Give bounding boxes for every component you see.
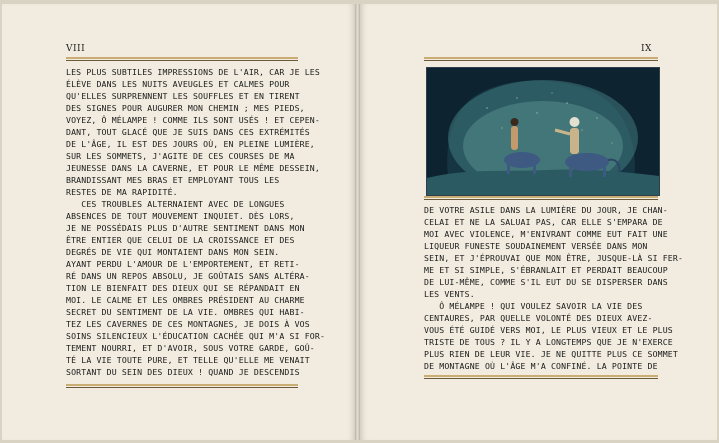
text-line: TEMENT NOURRI, ET D'AVOIR, SOUS VOTRE GARDE, GOÛ- — [66, 343, 315, 353]
left-folio: VIII — [66, 44, 86, 54]
text-line: MOI. LE CALME ET LES OMBRES PRÉSIDENT AU CHARME — [66, 295, 305, 305]
text-line: DEGRÉS DE VIE QUI MONTAIENT DANS MON SEIN. — [66, 247, 280, 257]
text-line: BRANDISSANT MES BRAS ET EMPLOYANT TOUS LES — [66, 175, 280, 185]
text-line: RÉ DANS UN REPOS ABSOLU, JE GOÛTAIS SANS ALTÉRA- — [66, 271, 310, 281]
text-line: CENTAURES, PAR QUELLE VOLONTÉ DES DIEUX AVEZ- — [424, 313, 653, 323]
right-page — [360, 4, 717, 440]
text-line: TEZ LES CAVERNES DE CES MONTAGNES, JE DOIS À VOS — [66, 319, 310, 329]
text-line: ABSENCES DE TOUT MOUVEMENT INQUIET. DÈS LORS, — [66, 211, 295, 221]
text-line: MOI AVEC VIOLENCE, M'ENIVRANT COMME EUT FAIT UNE — [424, 229, 668, 239]
text-line: TION LE BIENFAIT DES DIEUX QUI SE RÉPANDAIT EN — [66, 283, 300, 293]
text-line: TÉ LA VIE TOUTE PURE, ET TELLE QU'ELLE ME VENAIT — [66, 355, 310, 365]
text-line: VOUS ÉTÉ GUIDÉ VERS MOI, LE PLUS VIEUX ET LE PLUS — [424, 325, 673, 335]
text-line: SECRET DU SENTIMENT DE LA VIE. OMBRES QUI HABI- — [66, 307, 305, 317]
right-bottom-rule — [424, 375, 658, 379]
left-bottom-rule — [66, 384, 298, 388]
text-line: DANT, TOUT GLACÉ QUE JE SUIS DANS CES EXTRÉMITÉS — [66, 127, 310, 137]
right-text-block — [424, 204, 683, 372]
centaurs-in-cave-illustration — [426, 67, 660, 196]
text-line: LES VENTS. — [424, 289, 475, 299]
text-line: Ô MÉLAMPE ! QUI VOULEZ SAVOIR LA VIE DES — [424, 301, 643, 311]
text-line: AYANT PERDU L'AMOUR DE L'EMPORTEMENT, ET RETI- — [66, 259, 300, 269]
text-line: DE LUI-MÊME, COMME S'IL EUT DU SE DISPERSER DANS — [424, 277, 668, 287]
text-line: DE VOTRE ASILE DANS LA LUMIÈRE DU JOUR, JE CHAN- — [424, 205, 668, 215]
text-line: JEUNESSE DANS LA CAVERNE, ET POUR LE MÊME DESSEIN, — [66, 163, 320, 173]
text-line: ME ET SI SIMPLE, S'ÉBRANLAIT ET PERDAIT BEAUCOUP — [424, 265, 668, 275]
text-line: JE NE POSSÉDAIS PLUS D'AUTRE SENTIMENT DANS MON — [66, 223, 305, 233]
text-line: DES SIGNES POUR AUGURER MON CHEMIN ; MES PIEDS, — [66, 103, 305, 113]
text-line: LIQUEUR FUNESTE SOUDAINEMENT VERSÉE DANS MON — [424, 241, 648, 251]
text-line: SEIN, ET J'ÉPROUVAI QUE MON ÊTRE, JUSQUE-LÀ SI FER- — [424, 253, 684, 263]
left-page — [2, 4, 355, 440]
left-top-rule — [66, 57, 298, 61]
text-line: SUR LES SOMMETS, J'AGITE DE CES COURSES DE MA — [66, 151, 295, 161]
text-line: PLUS RIEN DE LEUR VIE. JE NE QUITTE PLUS CE SOMMET — [424, 349, 678, 359]
text-line: SORTANT DU SEIN DES DIEUX ! QUAND JE DESCENDIS — [66, 367, 300, 377]
text-line: ÉLÈVE DANS LES NUITS AVEUGLES ET CALMES POUR — [66, 79, 290, 89]
text-line: SOINS SILENCIEUX L'ÉDUCATION CACHÉE QUI M'A SI FOR- — [66, 331, 326, 341]
text-line: RESTES DE MA RAPIDITÉ. — [66, 187, 178, 197]
text-line: QU'ELLES SURPRENNENT LES SOUFFLES ET EN TIRENT — [66, 91, 300, 101]
text-line: DE MONTAGNE OÙ L'ÂGE M'A CONFINÉ. LA POINTE DE — [424, 361, 658, 371]
text-line: CELAI ET NE LA SALUAI PAS, CAR ELLE S'EMPARA DE — [424, 217, 663, 227]
text-line: DE L'ÂGE, IL EST DES JOURS OÙ, EN PLEINE LUMIÈRE, — [66, 139, 315, 149]
right-top-rule — [424, 57, 658, 61]
text-line: VOYEZ, Ô MÉLAMPE ! COMME ILS SONT USÉS ! ET CEPEN- — [66, 115, 320, 125]
text-line: TRISTE DE TOUS ? IL Y A LONGTEMPS QUE JE N'EXERCE — [424, 337, 673, 347]
text-line: LES PLUS SUBTILES IMPRESSIONS DE L'AIR, CAR JE LES — [66, 67, 320, 77]
text-line: CES TROUBLES ALTERNAIENT AVEC DE LONGUES — [66, 199, 285, 209]
left-text-block — [66, 66, 325, 378]
right-folio: IX — [641, 44, 652, 54]
text-line: ÊTRE ENTIER QUE CELUI DE LA CROISSANCE ET DES — [66, 235, 295, 245]
illustration-rule — [424, 196, 658, 200]
